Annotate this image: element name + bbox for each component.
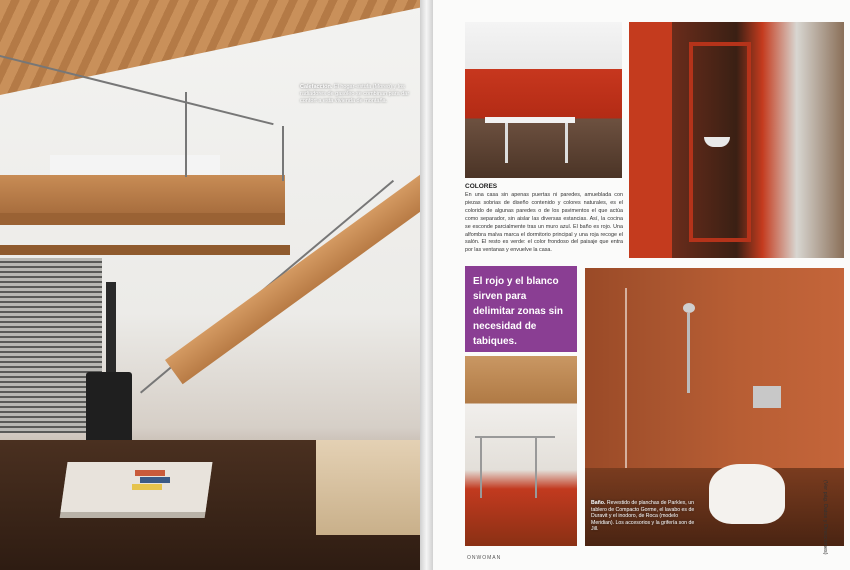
wooden-loft-floor bbox=[0, 175, 285, 213]
stove-pipe bbox=[106, 282, 116, 374]
kitchen-photo bbox=[465, 22, 622, 178]
loft-view-photo bbox=[465, 356, 577, 546]
lower-beam bbox=[0, 245, 290, 255]
shower-pipe bbox=[687, 313, 690, 393]
book-stack bbox=[135, 470, 165, 476]
left-caption-title: Calefacción. bbox=[300, 84, 333, 90]
toilet bbox=[709, 464, 785, 524]
shower-head bbox=[683, 303, 695, 313]
right-page bbox=[433, 0, 850, 570]
section-heading: COLORES bbox=[465, 183, 498, 190]
bath-caption-text: Revestido de planchas de Parklex, un tablero de Compacto Gorme, el lavabo es de Duravit y el inodoro, de Roca (modelo Meridian). Los accesorios y la grifería son de Jill. bbox=[591, 500, 695, 532]
bath-caption bbox=[591, 500, 701, 533]
loft-railing-post bbox=[282, 126, 284, 181]
left-caption bbox=[300, 84, 410, 105]
left-caption-text: El hogar-estufa (Moreo) y los radiadores de gasóleo se combinan para dar confort a esta vivienda de montaña. bbox=[300, 84, 410, 104]
wood-stove bbox=[86, 372, 132, 444]
loft-bed bbox=[50, 155, 220, 177]
loft-railing-post bbox=[185, 92, 187, 177]
directions-note: (Ver pág. Datos y Direcciones) bbox=[822, 480, 828, 555]
bathroom-photo bbox=[585, 268, 844, 546]
red-door-bathroom-photo bbox=[629, 22, 844, 258]
left-page-photo bbox=[0, 0, 420, 570]
bath-caption-title: Baño. bbox=[591, 500, 606, 506]
book-stack bbox=[140, 477, 170, 483]
sideboard bbox=[316, 440, 420, 535]
page-gutter bbox=[420, 0, 433, 570]
pull-quote: El rojo y el blanco sirven para delimitar zonas sin necesidad de tabiques. bbox=[465, 266, 577, 352]
book-stack bbox=[132, 484, 162, 490]
page-folio: ONWOMAN bbox=[467, 555, 502, 561]
flush-plate bbox=[753, 386, 781, 408]
loft-beam bbox=[0, 213, 285, 225]
section-body: En una casa sin apenas puertas ni paredes, amueblada con piezas sobrias de diseño contenido y colores naturales, es el colorido de algunas paredes o de los pavimentos el que actúa como separador, sin aislar las diversas estancias. Así, la cocina se esconde parcialmente tras un muro azul. El baño es rojo. Una alfombra malva marca el dormitorio principal y una roja recoge el salón. El resto es verde: el color frondoso del paisaje que entra por las ventanas y envuelve la casa. bbox=[465, 192, 623, 254]
